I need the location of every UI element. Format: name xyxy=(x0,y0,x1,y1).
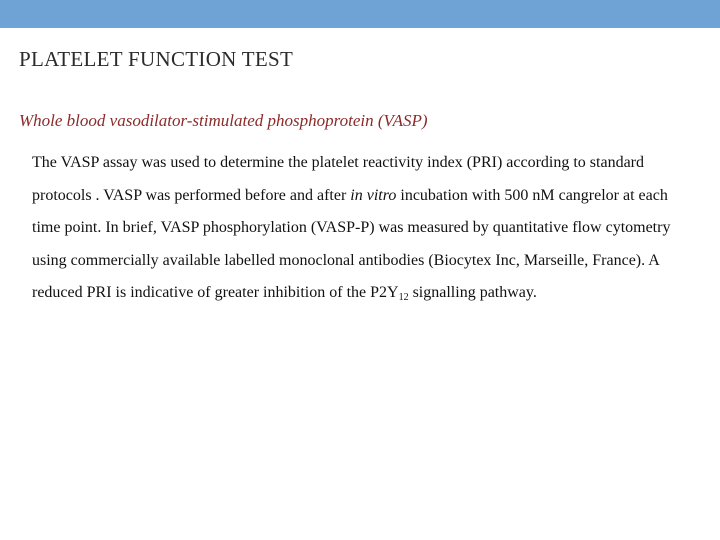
top-accent-bar xyxy=(0,0,720,28)
body-text-part3: signalling pathway. xyxy=(408,284,537,302)
body-text-subscript: 12 xyxy=(398,292,409,304)
body-text-part1: The VASP assay was used to determine the platelet reactivity index (PRI) according to standard protocols . VASP was performed before and after xyxy=(32,154,644,204)
body-text-italic: in vitro xyxy=(350,186,397,204)
body-text-part2: incubation with 500 nM cangrelor at each time point. In brief, VASP phosphorylation (VASP-P) was measured by quantitative flow cytometry using commercially available labelled monoclonal antibodies (Biocytex Inc, Marseille, France). A reduced PRI is indicative of greater inhibition of the P2Y xyxy=(32,186,671,302)
section-subtitle: Whole blood vasodilator-stimulated phosphoprotein (VASP) xyxy=(19,111,428,130)
slide-title: PLATELET FUNCTION TEST xyxy=(19,47,294,71)
body-paragraph xyxy=(32,147,692,310)
